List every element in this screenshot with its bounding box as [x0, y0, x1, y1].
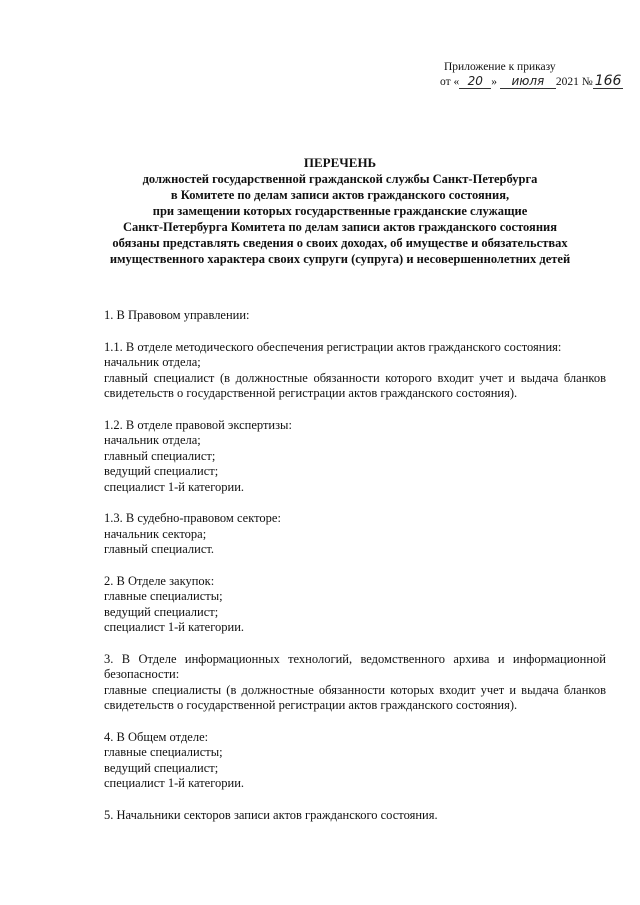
position-item: главный специалист. — [104, 542, 215, 556]
title-line: при замещении которых государственные гражданские служащие — [152, 204, 528, 218]
section-heading: 1. В Правовом управлении: — [104, 308, 250, 322]
section-1 — [104, 308, 606, 324]
title-line: в Комитете по делам записи актов гражданского состояния, — [170, 188, 510, 202]
position-item: главные специалисты; — [104, 589, 223, 603]
appendix-quote-close: » — [491, 76, 497, 88]
position-item: специалист 1-й категории. — [104, 776, 245, 790]
appendix-prefix: от « — [440, 76, 460, 88]
handwritten-day: 20 — [459, 75, 491, 89]
section-heading: 4. В Общем отделе: — [104, 729, 209, 744]
document-body — [104, 308, 606, 823]
position-item: начальник отдела; — [104, 355, 201, 369]
position-item: ведущий специалист; — [104, 604, 219, 619]
handwritten-month: июля — [500, 75, 556, 89]
section-heading: 5. Начальники секторов записи актов гражданского состояния. — [104, 807, 438, 822]
position-item: специалист 1-й категории. — [104, 620, 245, 634]
section-5 — [104, 808, 606, 824]
position-item: ведущий специалист; — [104, 760, 219, 775]
appendix-date-line — [440, 75, 625, 90]
section-heading: 3. В Отделе информационных технологий, ведомственного архива и информационной безопасности: — [104, 651, 606, 681]
document-title — [60, 155, 620, 267]
title-head: ПЕРЕЧЕНЬ — [303, 155, 377, 170]
title-line: Санкт-Петербурга Комитета по делам записи актов гражданского состояния — [123, 220, 557, 234]
title-line: должностей государственной гражданской службы Санкт-Петербурга — [142, 172, 538, 186]
title-line: имущественного характера своих супруги (супруга) и несовершеннолетних детей — [109, 252, 571, 266]
section-heading: 1.1. В отделе методического обеспечения регистрации актов гражданского состояния: — [104, 339, 562, 354]
position-item: главный специалист (в должностные обязанности которого входит учет и выдача бланков свидетельств о государственной регистрации актов гражданского состояния). — [104, 370, 606, 400]
appendix-year: 2021 № — [555, 76, 593, 88]
section-1-1 — [104, 340, 606, 402]
position-item: начальник отдела; — [104, 433, 201, 447]
position-item: ведущий специалист; — [104, 464, 219, 478]
section-4 — [104, 730, 606, 792]
section-heading: 1.3. В судебно-правовом секторе: — [104, 511, 281, 525]
section-3 — [104, 652, 606, 714]
section-heading: 2. В Отделе закупок: — [104, 573, 215, 588]
handwritten-number: 166 — [594, 73, 622, 89]
section-2 — [104, 574, 606, 636]
appendix-note — [440, 60, 625, 90]
position-item: начальник сектора; — [104, 526, 207, 541]
position-item: главный специалист; — [104, 448, 216, 463]
position-item: главные специалисты; — [104, 745, 223, 759]
title-line: обязаны представлять сведения о своих доходах, об имуществе и обязательствах — [112, 236, 568, 250]
position-item: специалист 1-й категории. — [104, 479, 245, 494]
section-heading: 1.2. В отделе правовой экспертизы: — [104, 417, 292, 432]
section-1-2 — [104, 418, 606, 496]
appendix-title: Приложение к приказу — [444, 61, 556, 73]
section-1-3 — [104, 511, 606, 558]
position-item: главные специалисты (в должностные обязанности которых входит учет и выдача бланков свидетельств о государственной регистрации актов гражданского состояния). — [104, 682, 606, 712]
